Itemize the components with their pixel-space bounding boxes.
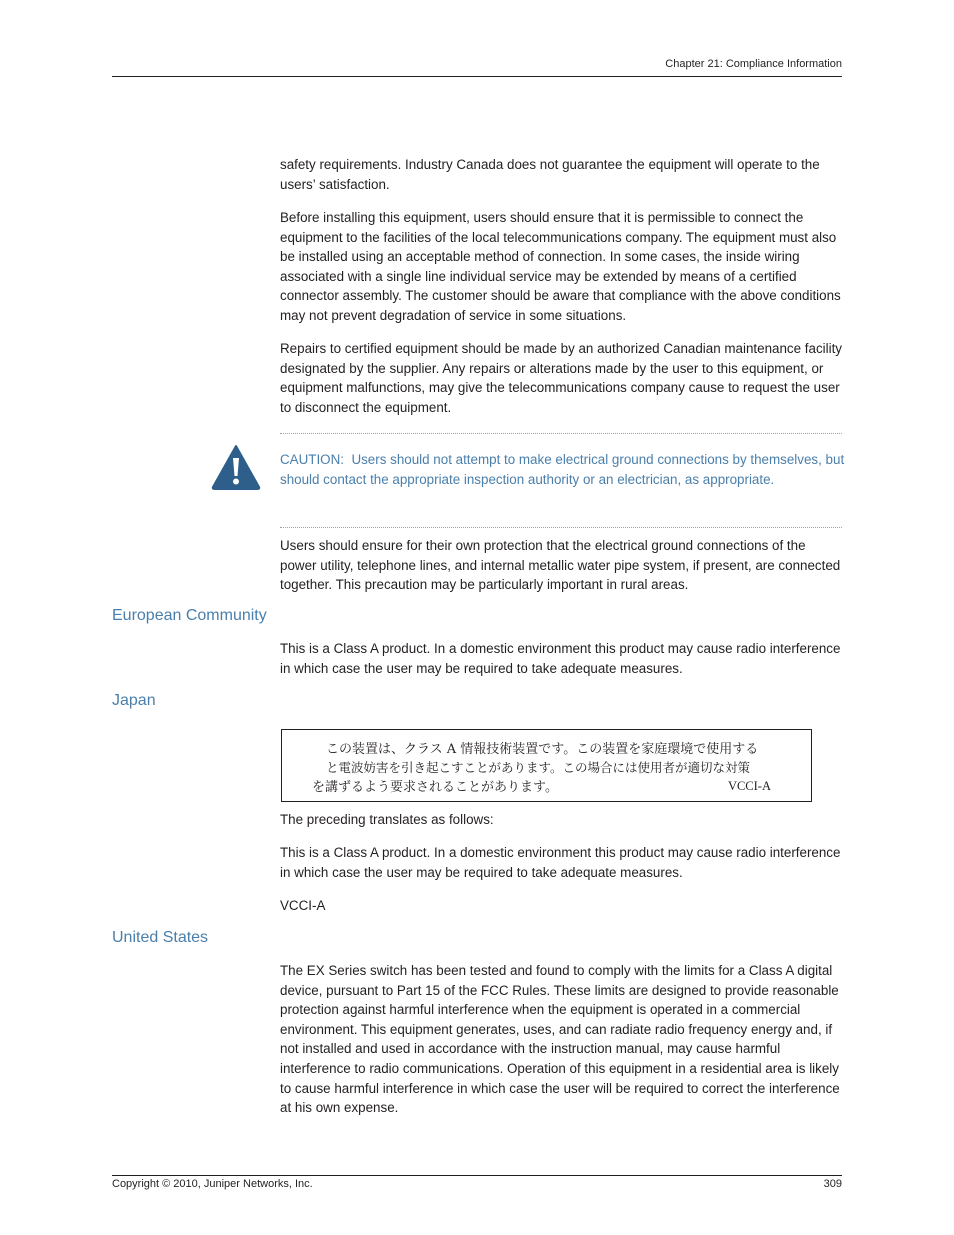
paragraph-vcci: VCCI-A [280, 898, 326, 913]
paragraph-translates: The preceding translates as follows: [280, 812, 494, 827]
heading-united-states: United States [112, 929, 209, 946]
header-rule [112, 76, 842, 77]
vcci-mark: VCCI-A [727, 779, 771, 793]
vcci-line-1: この装置は、クラス A 情報技術装置です。この装置を家庭環境で使用する [326, 742, 759, 757]
caution-bottom-rule [280, 527, 842, 528]
caution-text: Users should not attempt to make electrical ground connections by themselves, but should contact the appropriate inspection authority or an electrician, as appropriate. [280, 452, 845, 487]
caution-note [280, 450, 845, 489]
caution-top-rule [280, 433, 842, 434]
paragraph-european: This is a Class A product. In a domestic environment this product may cause radio interference in which case the user may be required to take adequate measures. [280, 641, 841, 676]
paragraph-installing: Before installing this equipment, users should ensure that it is permissible to connect the equipment to the facilities of the local telecommunications company. The equipment must also be installed using an acceptable method of connection. In some cases, the inside wiring associated with a single line individual service may be extended by means of a certified connector assembly. The customer should be aware that compliance with the above conditions may not prevent degradation of service in some situations. [280, 210, 841, 323]
running-header: Chapter 21: Compliance Information [665, 58, 842, 70]
caution-label: CAUTION: [280, 452, 344, 467]
vcci-line-2: と電波妨害を引き起こすことがあります。この場合には使用者が適切な対策 [326, 760, 751, 775]
vcci-line-3: を講ずるよう要求されることがあります。 [312, 780, 558, 795]
warning-icon [211, 444, 261, 490]
page-number: 309 [823, 1178, 842, 1190]
heading-european-community: European Community [112, 607, 267, 624]
paragraph-repairs: Repairs to certified equipment should be made by an authorized Canadian maintenance facility designated by the supplier. Any repairs or alterations made by the user to this equipment, or equipment malfunctions, may give the telecommunications company cause to request the user to disconnect the equipment. [280, 341, 843, 415]
paragraph-united-states: The EX Series switch has been tested and found to comply with the limits for a Class A digital device, pursuant to Part 15 of the FCC Rules. These limits are designed to provide reasonable protection against harmful interference when the equipment is operated in a commercial environment. This equipment generates, uses, and can radiate radio frequency energy and, if not installed and used in accordance with the instruction manual, may cause harmful interference to radio communications. Operation of this equipment in a residential area is likely to cause harmful interference in which case the user will be required to correct the interference at his own expense. [280, 963, 840, 1116]
footer-rule [112, 1175, 842, 1176]
vcci-statement-image [281, 729, 812, 802]
paragraph-safety: safety requirements. Industry Canada does not guarantee the equipment will operate to the users’ satisfaction. [280, 157, 820, 192]
heading-japan: Japan [112, 692, 156, 709]
paragraph-translation: This is a Class A product. In a domestic environment this product may cause radio interference in which case the user may be required to take adequate measures. [280, 845, 841, 880]
copyright: Copyright © 2010, Juniper Networks, Inc. [112, 1178, 313, 1190]
paragraph-ground: Users should ensure for their own protection that the electrical ground connections of the power utility, telephone lines, and internal metallic water pipe system, if present, are connected together. This precaution may be particularly important in rural areas. [280, 538, 841, 593]
